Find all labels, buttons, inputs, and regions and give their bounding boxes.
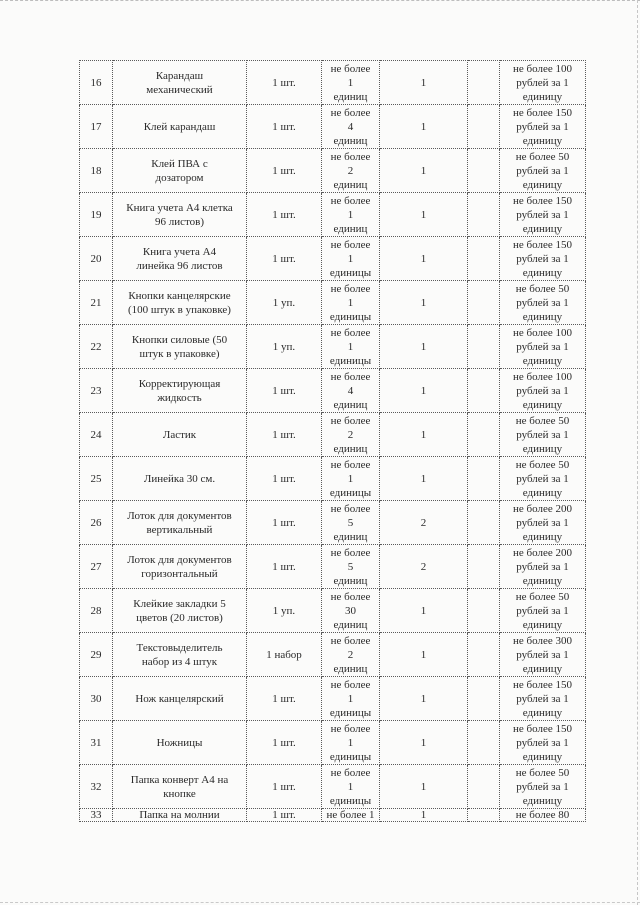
total-cell <box>468 457 500 501</box>
count-cell: 1 <box>380 61 468 105</box>
max-price-cell: не более 50 рублей за 1 единицу <box>500 149 586 193</box>
count-cell: 1 <box>380 589 468 633</box>
item-name: Ножницы <box>113 721 247 765</box>
table-row <box>80 413 586 457</box>
unit-cell: 1 шт. <box>247 677 322 721</box>
row-number: 19 <box>80 193 113 237</box>
max-price-cell: не более 150 рублей за 1 единицу <box>500 105 586 149</box>
count-cell: 1 <box>380 105 468 149</box>
row-number: 27 <box>80 545 113 589</box>
total-cell <box>468 281 500 325</box>
item-name: Клей ПВА с дозатором <box>113 149 247 193</box>
row-number: 33 <box>80 809 113 822</box>
item-name: Папка конверт А4 на кнопке <box>113 765 247 809</box>
count-cell: 1 <box>380 149 468 193</box>
table-row <box>80 677 586 721</box>
count-cell: 1 <box>380 457 468 501</box>
item-name: Нож канцелярский <box>113 677 247 721</box>
item-name: Кнопки канцелярские (100 штук в упаковке) <box>113 281 247 325</box>
unit-cell: 1 шт. <box>247 193 322 237</box>
table-row <box>80 589 586 633</box>
total-cell <box>468 325 500 369</box>
max-price-cell: не более 150 рублей за 1 единицу <box>500 721 586 765</box>
table-row <box>80 105 586 149</box>
table-row <box>80 369 586 413</box>
row-number: 28 <box>80 589 113 633</box>
total-cell <box>468 369 500 413</box>
table-row <box>80 765 586 809</box>
unit-cell: 1 шт. <box>247 413 322 457</box>
table-row <box>80 237 586 281</box>
max-quantity-cell: не более 4 единиц <box>322 369 380 413</box>
max-quantity-cell: не более 1 единицы <box>322 237 380 281</box>
total-cell <box>468 413 500 457</box>
max-price-cell: не более 150 рублей за 1 единицу <box>500 193 586 237</box>
max-quantity-cell: не более 4 единиц <box>322 105 380 149</box>
max-price-cell: не более 100 рублей за 1 единицу <box>500 61 586 105</box>
page-edge-bottom <box>0 901 640 903</box>
item-name: Лоток для документов вертикальный <box>113 501 247 545</box>
row-number: 20 <box>80 237 113 281</box>
total-cell <box>468 193 500 237</box>
max-price-cell: не более 50 рублей за 1 единицу <box>500 765 586 809</box>
max-quantity-cell: не более 2 единиц <box>322 413 380 457</box>
unit-cell: 1 набор <box>247 633 322 677</box>
unit-cell: 1 шт. <box>247 721 322 765</box>
count-cell: 1 <box>380 237 468 281</box>
row-number: 24 <box>80 413 113 457</box>
row-number: 16 <box>80 61 113 105</box>
total-cell <box>468 721 500 765</box>
max-quantity-cell: не более 2 единиц <box>322 149 380 193</box>
item-name: Ластик <box>113 413 247 457</box>
table-row <box>80 633 586 677</box>
total-cell <box>468 633 500 677</box>
row-number: 18 <box>80 149 113 193</box>
unit-cell: 1 уп. <box>247 281 322 325</box>
max-price-cell: не более 200 рублей за 1 единицу <box>500 545 586 589</box>
total-cell <box>468 765 500 809</box>
unit-cell: 1 шт. <box>247 765 322 809</box>
total-cell <box>468 237 500 281</box>
items-table-body <box>80 61 586 822</box>
item-name: Книга учета А4 клетка 96 листов) <box>113 193 247 237</box>
items-table <box>79 60 586 822</box>
max-price-cell: не более 50 рублей за 1 единицу <box>500 413 586 457</box>
count-cell: 1 <box>380 413 468 457</box>
row-number: 30 <box>80 677 113 721</box>
max-quantity-cell: не более 1 единицы <box>322 721 380 765</box>
max-quantity-cell: не более 5 единиц <box>322 501 380 545</box>
item-name: Корректирующая жидкость <box>113 369 247 413</box>
row-number: 29 <box>80 633 113 677</box>
count-cell: 1 <box>380 809 468 822</box>
table-row <box>80 193 586 237</box>
max-price-cell: не более 50 рублей за 1 единицу <box>500 281 586 325</box>
unit-cell: 1 шт. <box>247 105 322 149</box>
max-quantity-cell: не более 1 <box>322 809 380 822</box>
count-cell: 1 <box>380 633 468 677</box>
table-row <box>80 809 586 822</box>
count-cell: 1 <box>380 369 468 413</box>
row-number: 26 <box>80 501 113 545</box>
row-number: 32 <box>80 765 113 809</box>
item-name: Книга учета А4 линейка 96 листов <box>113 237 247 281</box>
count-cell: 1 <box>380 721 468 765</box>
row-number: 22 <box>80 325 113 369</box>
total-cell <box>468 501 500 545</box>
total-cell <box>468 809 500 822</box>
row-number: 31 <box>80 721 113 765</box>
max-quantity-cell: не более 1 единицы <box>322 765 380 809</box>
total-cell <box>468 149 500 193</box>
item-name: Клейкие закладки 5 цветов (20 листов) <box>113 589 247 633</box>
total-cell <box>468 61 500 105</box>
max-quantity-cell: не более 1 единиц <box>322 193 380 237</box>
count-cell: 1 <box>380 193 468 237</box>
count-cell: 1 <box>380 325 468 369</box>
table-row <box>80 281 586 325</box>
unit-cell: 1 уп. <box>247 325 322 369</box>
item-name: Линейка 30 см. <box>113 457 247 501</box>
item-name: Клей карандаш <box>113 105 247 149</box>
max-quantity-cell: не более 30 единиц <box>322 589 380 633</box>
table-row <box>80 545 586 589</box>
row-number: 21 <box>80 281 113 325</box>
count-cell: 2 <box>380 501 468 545</box>
item-name: Кнопки силовые (50 штук в упаковке) <box>113 325 247 369</box>
unit-cell: 1 шт. <box>247 501 322 545</box>
max-quantity-cell: не более 1 единицы <box>322 677 380 721</box>
max-price-cell: не более 300 рублей за 1 единицу <box>500 633 586 677</box>
count-cell: 2 <box>380 545 468 589</box>
max-price-cell: не более 50 рублей за 1 единицу <box>500 589 586 633</box>
unit-cell: 1 шт. <box>247 369 322 413</box>
count-cell: 1 <box>380 765 468 809</box>
count-cell: 1 <box>380 281 468 325</box>
max-quantity-cell: не более 1 единицы <box>322 281 380 325</box>
row-number: 17 <box>80 105 113 149</box>
unit-cell: 1 шт. <box>247 545 322 589</box>
item-name: Текстовыделитель набор из 4 штук <box>113 633 247 677</box>
unit-cell: 1 шт. <box>247 61 322 105</box>
unit-cell: 1 уп. <box>247 589 322 633</box>
max-quantity-cell: не более 1 единицы <box>322 325 380 369</box>
table-row <box>80 457 586 501</box>
item-name: Лоток для документов горизонтальный <box>113 545 247 589</box>
max-quantity-cell: не более 2 единиц <box>322 633 380 677</box>
total-cell <box>468 589 500 633</box>
max-price-cell: не более 150 рублей за 1 единицу <box>500 677 586 721</box>
max-quantity-cell: не более 1 единиц <box>322 61 380 105</box>
unit-cell: 1 шт. <box>247 237 322 281</box>
max-quantity-cell: не более 5 единиц <box>322 545 380 589</box>
item-name: Папка на молнии <box>113 809 247 822</box>
table-row <box>80 325 586 369</box>
page-edge-top <box>0 0 640 4</box>
table-row <box>80 721 586 765</box>
item-name: Карандаш механический <box>113 61 247 105</box>
table-row <box>80 501 586 545</box>
row-number: 25 <box>80 457 113 501</box>
page-edge-right <box>636 0 638 905</box>
table-row <box>80 61 586 105</box>
table-row <box>80 149 586 193</box>
total-cell <box>468 677 500 721</box>
max-price-cell: не более 200 рублей за 1 единицу <box>500 501 586 545</box>
unit-cell: 1 шт. <box>247 149 322 193</box>
total-cell <box>468 545 500 589</box>
max-price-cell: не более 80 <box>500 809 586 822</box>
unit-cell: 1 шт. <box>247 457 322 501</box>
count-cell: 1 <box>380 677 468 721</box>
max-price-cell: не более 50 рублей за 1 единицу <box>500 457 586 501</box>
row-number: 23 <box>80 369 113 413</box>
max-price-cell: не более 100 рублей за 1 единицу <box>500 325 586 369</box>
max-price-cell: не более 150 рублей за 1 единицу <box>500 237 586 281</box>
total-cell <box>468 105 500 149</box>
max-price-cell: не более 100 рублей за 1 единицу <box>500 369 586 413</box>
unit-cell: 1 шт. <box>247 809 322 822</box>
max-quantity-cell: не более 1 единицы <box>322 457 380 501</box>
